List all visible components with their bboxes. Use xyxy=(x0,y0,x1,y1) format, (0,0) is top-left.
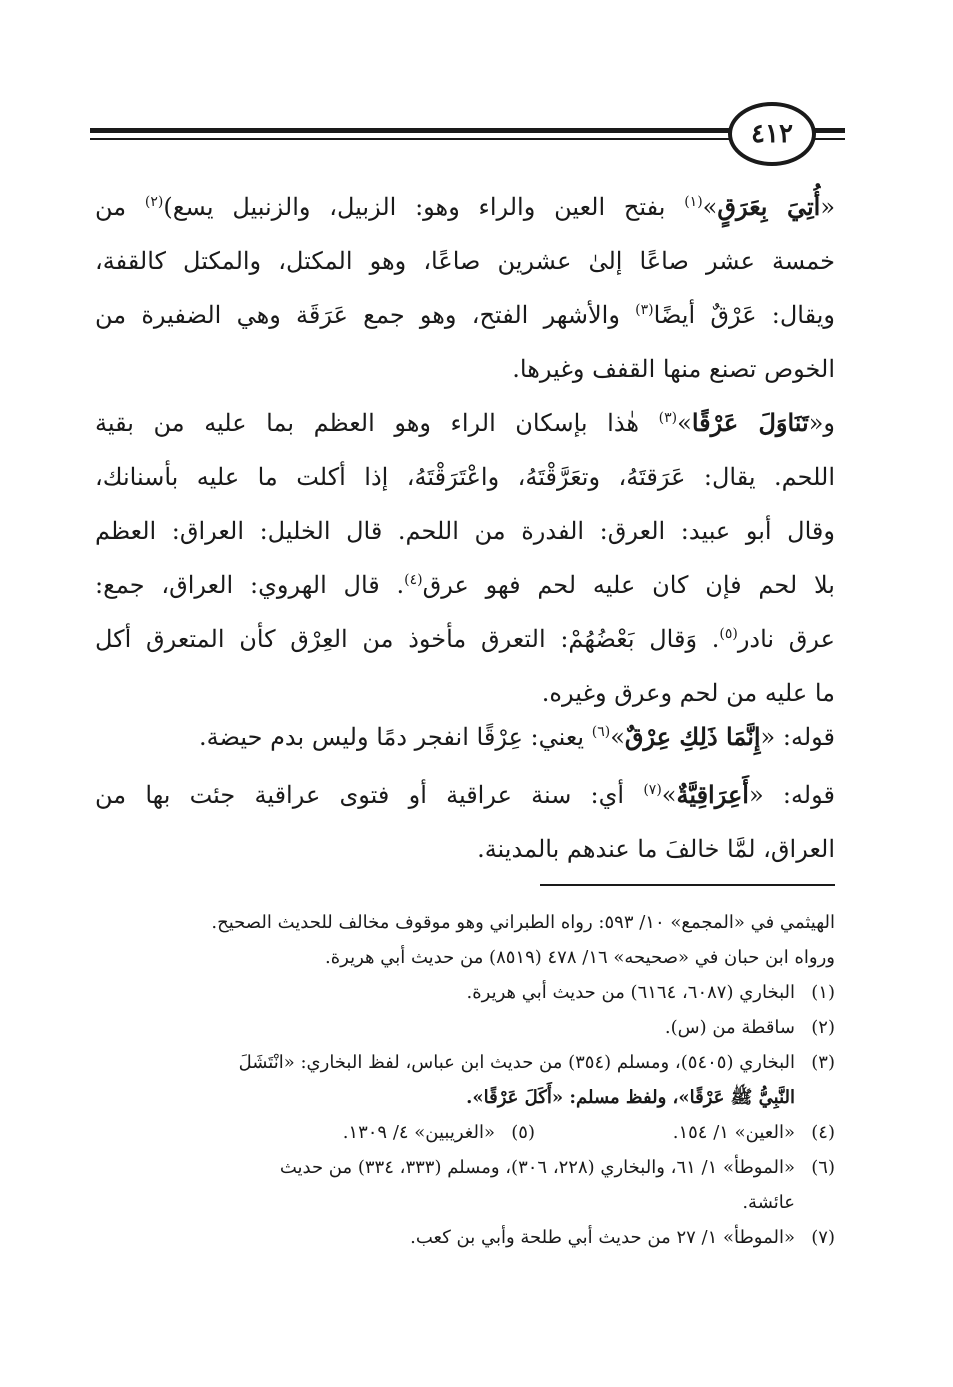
footnote-ref[interactable]: (٥) xyxy=(719,626,738,642)
header-rule-thin xyxy=(90,138,730,140)
footnote-6-cont: عائشة. xyxy=(742,1192,795,1213)
footnote-ref[interactable]: (٧) xyxy=(643,782,662,798)
text-line: ويقال: عَرْقٌ أيضًا$^{(٣)}$ والأشهر الفتح، وهو جمع عَرَقَة وهي الضفيرة من xyxy=(95,301,835,329)
text-line: و«تَنَاوَلَ عَرْقًا»$^{(٣)}$ هٰذا بإسكان الراء وهو العظم بما عليه من بقية xyxy=(95,408,835,437)
footnote-6: (٦)«الموطأ» ١/ ٦١، والبخاري (٢٢٨، ٣٠٦)، ومسلم (٣٣٣، ٣٣٤) من حديث xyxy=(279,1157,835,1178)
header-rule-thick xyxy=(90,128,730,133)
footnote-continuation: ورواه ابن حبان في «صحيحه» ١٦/ ٤٧٨ (٨٥١٩) من حديث أبي هريرة. xyxy=(325,947,835,968)
hadith-phrase: إِنَّمَا ذَلِكِ عِرْقٌ xyxy=(624,722,761,751)
text-line: قوله: «أَعِرَاقِيَّةٌ»$^{(٧)}$ أي: سنة عراقية أو فتوى عراقية جئت بها من xyxy=(95,780,835,809)
page-number: ٤١٢ xyxy=(751,119,793,149)
hadith-phrase: تَنَاوَلَ عَرْقًا xyxy=(691,408,809,437)
footnote-ref[interactable]: (٦) xyxy=(591,724,611,740)
footnote-3-cont: النَّبِيُّ ﷺ عَرْقًا»، ولفظ مسلم: «أَكَلَ عَرْقًا». xyxy=(466,1087,795,1108)
page-number-badge xyxy=(728,102,816,166)
footnote-ref[interactable]: (١) xyxy=(684,194,703,210)
text-line: خمسة عشر صاعًا إلىٰ عشرين صاعًا، وهو المكتل، والمكتل كالقفة، xyxy=(95,247,835,275)
text-line: العراق، لمَّا خالفَ ما عندهم بالمدينة. xyxy=(477,835,835,863)
text-line: وقال أبو عبيد: العرق: الفدرة من اللحم. قال الخليل: العراق: العظم xyxy=(95,517,835,545)
footnote-7: (٧)«الموطأ» ١/ ٢٧ من حديث أبي طلحة وأبي بن كعب. xyxy=(410,1227,835,1248)
header-rule-right-thick xyxy=(812,128,845,133)
footnote-3: (٣)البخاري (٥٤٠٥)، ومسلم (٣٥٤) من حديث ابن عباس، لفظ البخاري: «انْتَشَلَ xyxy=(238,1052,835,1073)
text-line: بلا لحم فإن كان عليه لحم فهو عرق$^{(٤)}$. قال الهروي: العراق، جمع: xyxy=(95,571,835,599)
footnote-4-5: (٤)«العين» ١/ ١٥٤.(٥)«الغريبين» ٤/ ١٣٠٩. xyxy=(342,1122,835,1143)
text-line: ما عليه من لحم وعرق وغيره. xyxy=(541,679,835,707)
hadith-phrase: أَعِرَاقِيَّةٌ xyxy=(676,780,749,809)
footnote-continuation: الهيثمي في «المجمع» ١٠/ ٥٩٣: رواه الطبراني وهو موقوف مخالف للحديث الصحيح. xyxy=(211,912,835,933)
header-rule-right-thin xyxy=(812,138,845,140)
text-line: الخوص تصنع منها القفف وغيرها. xyxy=(512,355,835,383)
footnote-1: (١)البخاري (٦٠٨٧، ٦١٦٤) من حديث أبي هريرة. xyxy=(466,982,835,1003)
text-line: قوله: «إِنَّمَا ذَلِكِ عِرْقٌ»$^{(٦)}$ يعني: عِرْقًا انفجر دمًا وليس بدم حيضة. xyxy=(199,722,835,751)
paragraph-4 xyxy=(95,768,835,876)
hadith-phrase: أُتِيَ بِعَرَقٍ xyxy=(717,192,821,221)
text-line: اللحم. يقال: عَرَقتَهُ، وتعَرَّقْتَهُ، واعْتَرَقْتَهُ، إذا أكلت ما عليه بأسنانك، xyxy=(95,463,836,491)
text-line: عرق نادر$^{(٥)}$. وَقال بَعْضُهُمْ: التعرق مأخوذ من العِرْق كأن المتعرق أكل xyxy=(95,625,835,653)
paragraph-2 xyxy=(95,396,835,720)
footnote-ref[interactable]: (٣) xyxy=(635,302,654,318)
footnote-ref[interactable]: (٤) xyxy=(404,572,423,588)
footnote-2: (٢)ساقطة من (س). xyxy=(664,1017,835,1038)
text-line: «أُتِيَ بِعَرَقٍ»$^{(١)}$ بفتح العين والراء وهو: الزبيل، والزنبيل يسع)$^{(٢)}$ من xyxy=(95,192,835,221)
footnote-ref[interactable]: (٢) xyxy=(144,194,164,210)
paragraph-1 xyxy=(95,180,835,396)
footnotes xyxy=(95,905,835,1255)
footnote-separator xyxy=(540,884,835,886)
footnote-ref[interactable]: (٣) xyxy=(658,410,678,426)
paragraph-3 xyxy=(95,710,835,764)
